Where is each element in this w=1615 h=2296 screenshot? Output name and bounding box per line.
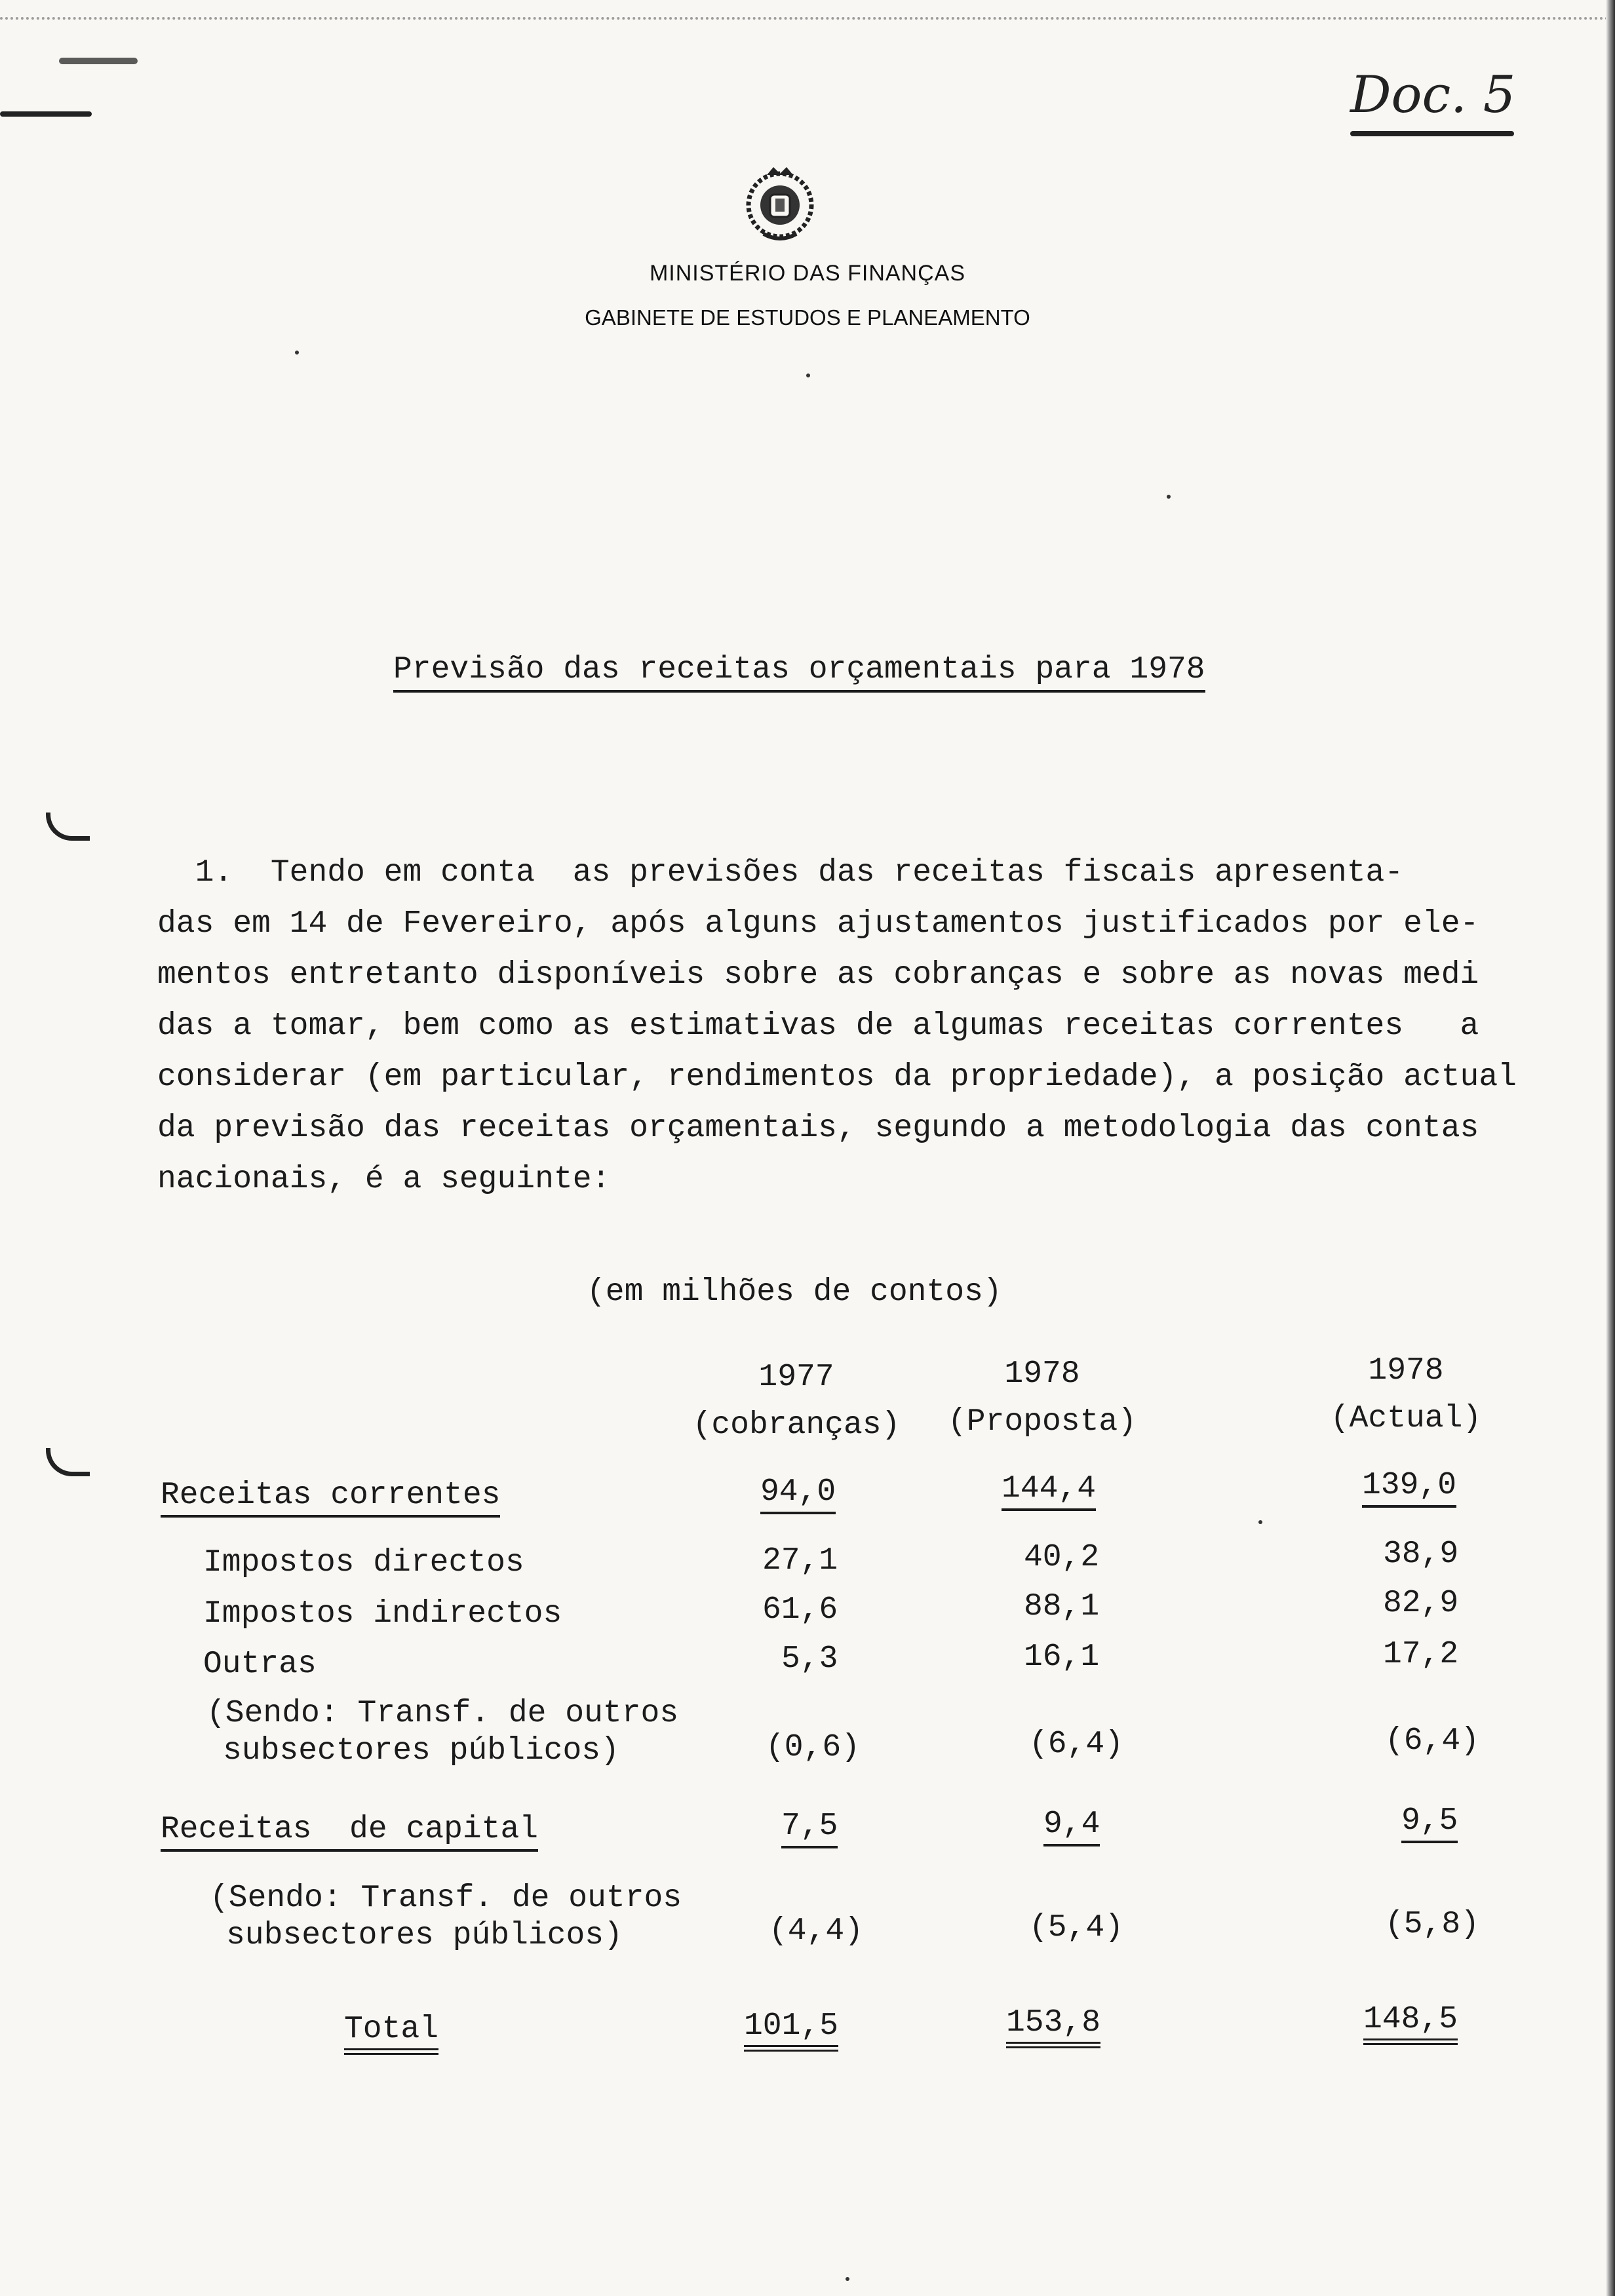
table-cell: 101,5 — [744, 2008, 838, 2052]
table-cell: 16,1 — [1024, 1639, 1100, 1675]
scan-speck — [806, 373, 810, 377]
row-label-receitas-capital: Receitas de capital — [161, 1812, 538, 1852]
scan-speck — [1167, 495, 1171, 499]
doc-number-underline — [1350, 131, 1514, 136]
row-label-receitas-correntes: Receitas correntes — [161, 1478, 500, 1518]
table-cell: 148,5 — [1363, 2002, 1458, 2045]
scan-right-edge — [1606, 0, 1615, 2296]
table-cell: 94,0 — [760, 1474, 836, 1514]
table-cell: 61,6 — [762, 1592, 838, 1628]
row-label: Outras — [203, 1647, 317, 1682]
paragraph-line: das a tomar, bem como as estimativas de algumas receitas correntes a — [157, 1008, 1479, 1044]
coat-of-arms-icon — [737, 161, 823, 246]
row-label-total: Total — [344, 2012, 438, 2055]
row-label: subsectores públicos) — [226, 1918, 623, 1953]
scan-speck — [295, 351, 299, 354]
paragraph-line: mentos entretanto disponíveis sobre as cobranças e sobre as novas medi — [157, 957, 1479, 993]
scan-top-edge — [0, 0, 1615, 20]
row-label: Impostos indirectos — [203, 1596, 562, 1632]
row-label: (Sendo: Transf. de outros — [210, 1881, 682, 1916]
column-year: 1977 — [758, 1360, 834, 1395]
table-cell: 38,9 — [1383, 1537, 1459, 1572]
scan-speck — [1258, 1520, 1262, 1524]
doc-number-annotation: Doc. 5 — [1350, 66, 1516, 124]
table-cell: 9,4 — [1043, 1807, 1100, 1846]
table-cell: 5,3 — [781, 1641, 838, 1677]
office-name: GABINETE DE ESTUDOS E PLANEAMENTO — [585, 305, 1030, 330]
ministry-name: MINISTÉRIO DAS FINANÇAS — [649, 261, 966, 286]
paragraph-line: das em 14 de Fevereiro, após alguns ajustamentos justificados por ele- — [157, 906, 1479, 942]
table-cell: 153,8 — [1006, 2005, 1100, 2048]
table-cell: (5,8) — [1385, 1907, 1480, 1942]
table-cell: 88,1 — [1024, 1589, 1100, 1624]
paragraph-line: considerar (em particular, rendimentos da propriedade), a posição actual — [157, 1060, 1517, 1095]
scan-mark — [59, 58, 138, 64]
table-cell: (5,4) — [1029, 1910, 1124, 1945]
table-cell: 7,5 — [781, 1808, 838, 1848]
table-cell: 17,2 — [1383, 1637, 1459, 1672]
paragraph-line: nacionais, é a seguinte: — [157, 1162, 611, 1197]
table-cell: 27,1 — [762, 1543, 838, 1578]
table-cell: 82,9 — [1383, 1586, 1459, 1621]
table-cell: 139,0 — [1362, 1468, 1456, 1508]
paragraph-line: da previsão das receitas orçamentais, segundo a metodologia das contas — [157, 1111, 1479, 1146]
paragraph-line: 1. Tendo em conta as previsões das receitas fiscais apresenta- — [157, 855, 1404, 890]
margin-bracket — [46, 1448, 90, 1476]
table-cell: (4,4) — [769, 1913, 864, 1949]
column-year: 1978 — [1368, 1353, 1444, 1388]
column-year: 1978 — [1004, 1356, 1080, 1392]
column-subtitle: (Actual) — [1330, 1401, 1482, 1436]
table-unit-caption: (em milhões de contos) — [587, 1274, 1002, 1310]
row-label: (Sendo: Transf. de outros — [206, 1696, 679, 1731]
table-cell: (0,6) — [766, 1730, 861, 1765]
document-title: Previsão das receitas orçamentais para 1978 — [393, 652, 1205, 693]
margin-bracket — [46, 813, 90, 841]
table-cell: 144,4 — [1002, 1471, 1096, 1511]
table-cell: (6,4) — [1385, 1723, 1480, 1759]
table-cell: (6,4) — [1029, 1727, 1124, 1762]
column-subtitle: (cobranças) — [692, 1407, 901, 1443]
column-subtitle: (Proposta) — [947, 1404, 1137, 1440]
table-cell: 40,2 — [1024, 1540, 1100, 1575]
row-label: Impostos directos — [203, 1545, 524, 1580]
table-cell: 9,5 — [1401, 1803, 1458, 1843]
scan-speck — [846, 2277, 849, 2281]
scan-mark — [0, 111, 92, 117]
row-label: subsectores públicos) — [223, 1733, 619, 1769]
